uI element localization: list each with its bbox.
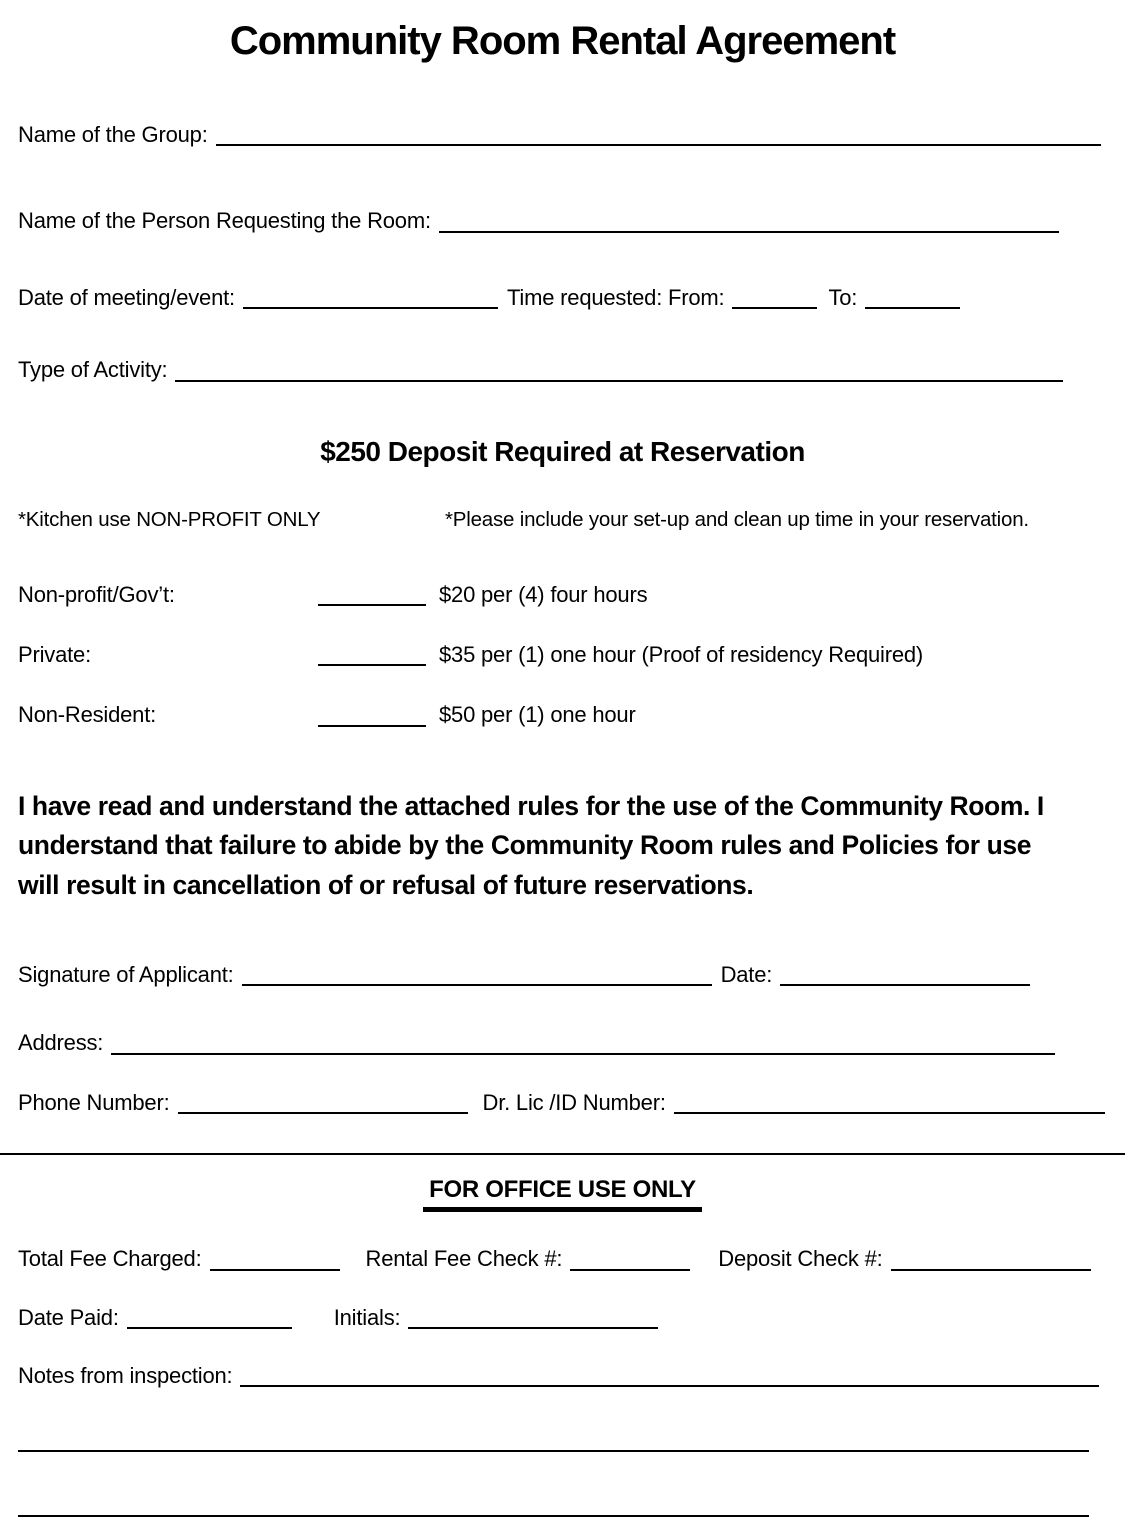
address-label: Address:: [18, 1030, 104, 1056]
date-paid-row: [18, 1305, 1107, 1331]
notes-row: [18, 1363, 1107, 1389]
person-row: [18, 208, 1107, 234]
kitchen-note: *Kitchen use NON-PROFIT ONLY: [18, 507, 321, 531]
address-row: [18, 1030, 1107, 1056]
total-fee-blank: [210, 1269, 340, 1271]
total-fee-label: Total Fee Charged:: [18, 1246, 202, 1272]
signature-label: Signature of Applicant:: [18, 961, 234, 987]
phone-id-row: [18, 1090, 1107, 1116]
signature-blank: [242, 984, 712, 986]
page-title: Community Room Rental Agreement: [229, 19, 896, 63]
usage-notes-row: [18, 508, 1107, 532]
rate-row-nonprofit: [18, 582, 1107, 608]
setup-note: *Please include your set-up and clean up time in your reservation.: [445, 507, 1029, 531]
phone-blank: [178, 1112, 468, 1114]
nonresident-label: Non-Resident:: [18, 702, 157, 728]
time-from-label: Time requested: From:: [506, 284, 725, 310]
phone-label: Phone Number:: [18, 1089, 170, 1115]
deposit-check-label: Deposit Check #:: [718, 1246, 883, 1272]
nonprofit-label: Non-profit/Gov’t:: [18, 581, 175, 607]
address-blank: [111, 1053, 1055, 1055]
private-rate-text: $35 per (1) one hour (Proof of residency Required): [439, 641, 924, 667]
rate-row-private: [18, 642, 1107, 668]
rental-check-label: Rental Fee Check #:: [365, 1246, 563, 1272]
signature-row: [18, 962, 1107, 988]
date-time-row: [18, 285, 1107, 311]
sign-date-blank: [780, 984, 1030, 986]
time-from-blank: [732, 307, 817, 309]
rate-row-nonresident: [18, 702, 1107, 728]
group-name-blank: [216, 144, 1101, 146]
section-divider: [0, 1153, 1125, 1155]
person-label: Name of the Person Requesting the Room:: [18, 208, 431, 234]
private-label: Private:: [18, 641, 91, 667]
private-fee-blank: [318, 664, 426, 666]
activity-label: Type of Activity:: [18, 357, 168, 383]
nonresident-rate-text: $50 per (1) one hour: [439, 702, 636, 728]
nonprofit-fee-blank: [318, 604, 426, 606]
fees-row: [18, 1246, 1107, 1272]
id-blank: [674, 1112, 1105, 1114]
id-label: Dr. Lic /ID Number:: [482, 1089, 666, 1115]
sign-date-label: Date:: [720, 961, 773, 987]
group-name-label: Name of the Group:: [18, 122, 208, 147]
date-paid-blank: [127, 1327, 292, 1329]
meeting-date-blank: [243, 307, 498, 309]
nonresident-fee-blank: [318, 725, 426, 727]
deposit-check-blank: [891, 1269, 1091, 1271]
activity-blank: [175, 380, 1063, 382]
date-paid-label: Date Paid:: [18, 1304, 119, 1330]
time-to-label: To:: [828, 284, 858, 310]
nonprofit-rate-text: $20 per (4) four hours: [439, 581, 648, 607]
notes-line-2: [18, 1450, 1089, 1452]
person-blank: [439, 231, 1059, 233]
activity-row: [18, 357, 1107, 383]
meeting-date-label: Date of meeting/event:: [18, 284, 235, 310]
office-use-heading: FOR OFFICE USE ONLY: [423, 1176, 702, 1212]
group-name-row: [18, 122, 1107, 148]
initials-label: Initials:: [333, 1304, 401, 1330]
rental-check-blank: [570, 1269, 690, 1271]
time-to-blank: [865, 307, 960, 309]
deposit-heading: $250 Deposit Required at Reservation: [320, 435, 805, 467]
initials-blank: [408, 1327, 658, 1329]
office-heading-wrap: [18, 1176, 1107, 1212]
agreement-statement: I have read and understand the attached rules for the use of the Community Room. I understand that failure to abide by the Community Room rules and Policies for use will result in cancellation of or refusal of future reservations.: [18, 790, 1044, 901]
notes-label: Notes from inspection:: [18, 1362, 233, 1388]
notes-blank: [240, 1385, 1099, 1387]
